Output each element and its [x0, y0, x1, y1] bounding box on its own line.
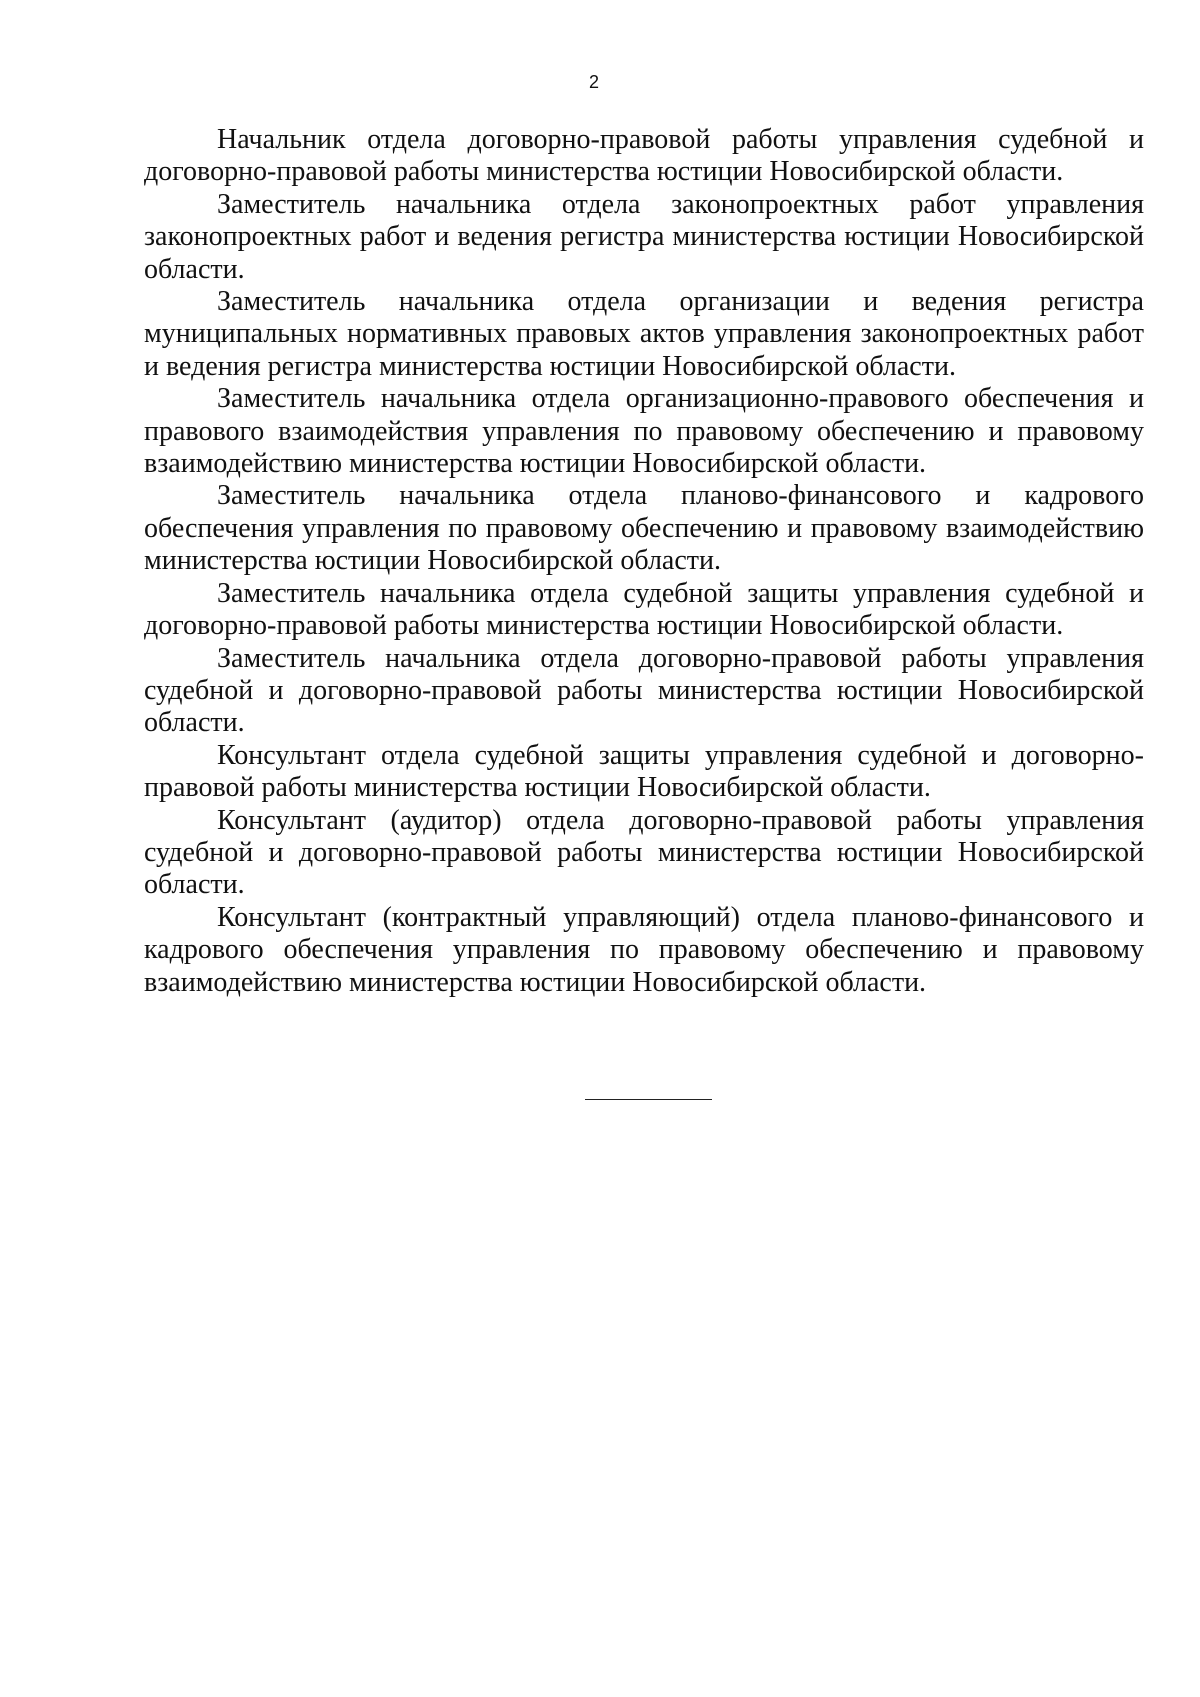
paragraph: Заместитель начальника отдела планово-финансового и кадрового обеспечения управления по правовому обеспечению и правовому взаимодействию министерства юстиции Новосибирской области. — [144, 480, 1144, 577]
paragraph: Заместитель начальника отдела судебной защиты управления судебной и договорно-правовой работы министерства юстиции Новосибирской области. — [144, 577, 1144, 642]
paragraph: Консультант отдела судебной защиты управления судебной и договорно-правовой работы министерства юстиции Новосибирской области. — [144, 739, 1144, 804]
paragraph: Консультант (контрактный управляющий) отдела планово-финансового и кадрового обеспечения управления по правовому обеспечению и правовому взаимодействию министерства юстиции Новосибирской области. — [144, 901, 1144, 998]
paragraph: Начальник отдела договорно-правовой работы управления судебной и договорно-правовой работы министерства юстиции Новосибирской области. — [144, 124, 1144, 188]
paragraph: Заместитель начальника отдела законопроектных работ управления законопроектных работ и ведения регистра министерства юстиции Новосибирской области. — [144, 188, 1144, 285]
document-body — [144, 124, 1144, 999]
paragraph: Заместитель начальника отдела договорно-правовой работы управления судебной и договорно-правовой работы министерства юстиции Новосибирской области. — [144, 642, 1144, 739]
paragraph: Заместитель начальника отдела организационно-правового обеспечения и правового взаимодействия управления по правовому обеспечению и правовому взаимодействию министерства юстиции Новосибирской области. — [144, 383, 1144, 480]
page-number: 2 — [588, 72, 599, 92]
paragraph: Консультант (аудитор) отдела договорно-правовой работы управления судебной и договорно-правовой работы министерства юстиции Новосибирской области. — [144, 804, 1144, 901]
paragraph: Заместитель начальника отдела организации и ведения регистра муниципальных нормативных правовых актов управления законопроектных работ и ведения регистра министерства юстиции Новосибирской области. — [144, 286, 1144, 382]
end-divider — [585, 1099, 712, 1100]
